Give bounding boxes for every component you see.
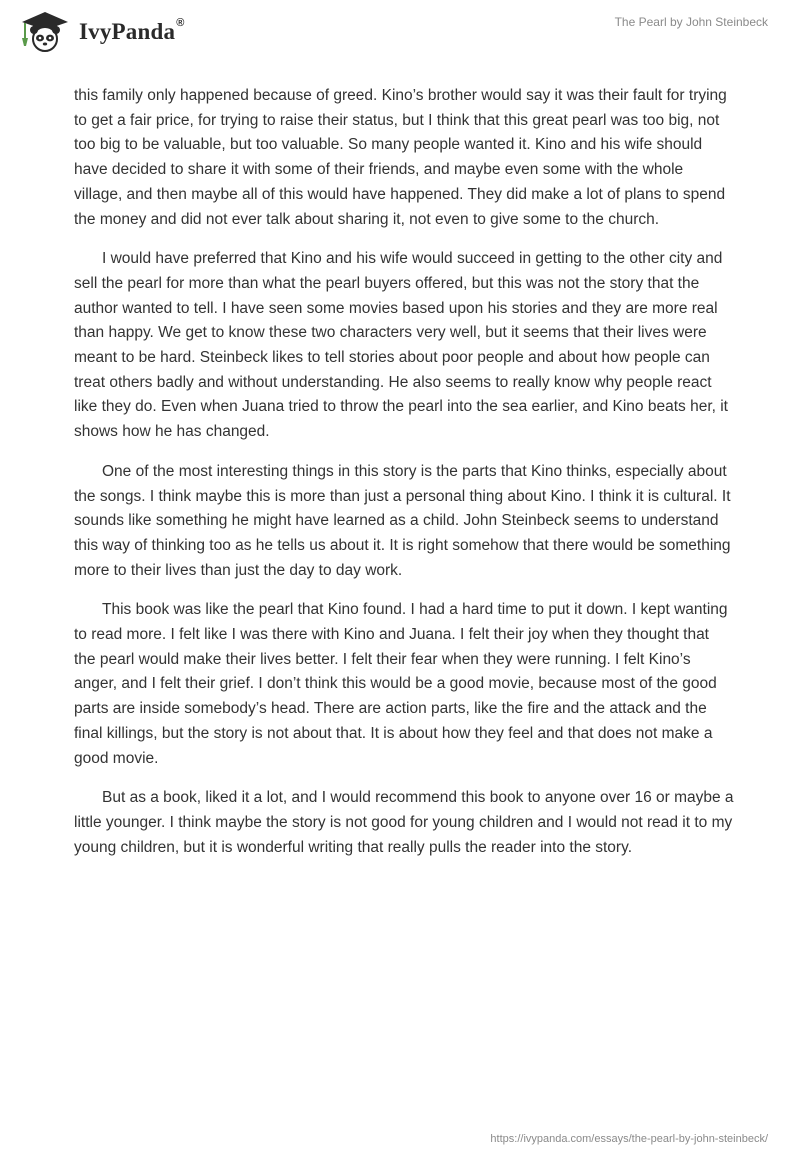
paragraph: this family only happened because of greed. Kino’s brother would say it was their fault for trying to get a fair price, for trying to raise their status, but I think that this great pearl was too big, not too big to be valuable, but too valuable. So many people wanted it. Kino and his wife should have decided to share it with some of their friends, and maybe even some with the whole village, and then maybe all of this would have happened. They did make a lot of plans to spend the money and did not ever talk about sharing it, not even to give some to the church. [74,87,727,228]
registered-mark: ® [176,17,185,29]
paragraph: This book was like the pearl that Kino found. I had a hard time to put it down. I kept wanting to read more. I felt like I was there with Kino and Juana. I felt their joy when they thought that the pearl would make their lives better. I felt their fear when they were running. I felt Kino’s anger, and I felt their grief. I don’t think this would be a good movie, because most of the good parts are inside somebody’s head. There are action parts, like the fire and the attack and the final killings, but the story is not about that. It is about how they feel and that does not make a good movie. [74,601,728,767]
panda-graduate-icon [14,8,76,52]
source-url[interactable]: https://ivypanda.com/essays/the-pearl-by-john-steinbeck/ [490,1133,768,1145]
paragraph: One of the most interesting things in this story is the parts that Kino thinks, especially about the songs. I think maybe this is more than just a personal thing about Kino. I think it is cultural. It sounds like something he might have learned as a child. John Steinbeck seems to understand this way of thinking too as he tells us about it. It is right somehow that there would be something more to their lives than just the day to day work. [74,462,731,579]
ivypanda-logo[interactable] [14,8,185,52]
paragraph: I would have preferred that Kino and his wife would succeed in getting to the other city and sell the pearl for more than what the pearl buyers offered, but this was not the story that the author wanted to tell. I have seen some movies based upon his stories and they are more real than happy. We get to know these two characters very well, but it seems that their lives were meant to be hard. Steinbeck likes to tell stories about poor people and about how people can treat others badly and without understanding. He also seems to really know why people react like they do. Even when Juana tried to throw the pearl into the sea earlier, and Kino beats her, it shows how he has changed. [74,250,728,441]
paragraph: But as a book, liked it a lot, and I would recommend this book to anyone over 16 or maybe a little younger. I think maybe the story is not good for young children and I would not read it to my young children, but it is wonderful writing that really pulls the reader into the story. [74,789,734,856]
document-title: The Pearl by John Steinbeck [614,15,768,29]
essay-body [74,84,734,875]
page-header [0,0,800,70]
brand-name: IvyPanda® [79,17,185,44]
